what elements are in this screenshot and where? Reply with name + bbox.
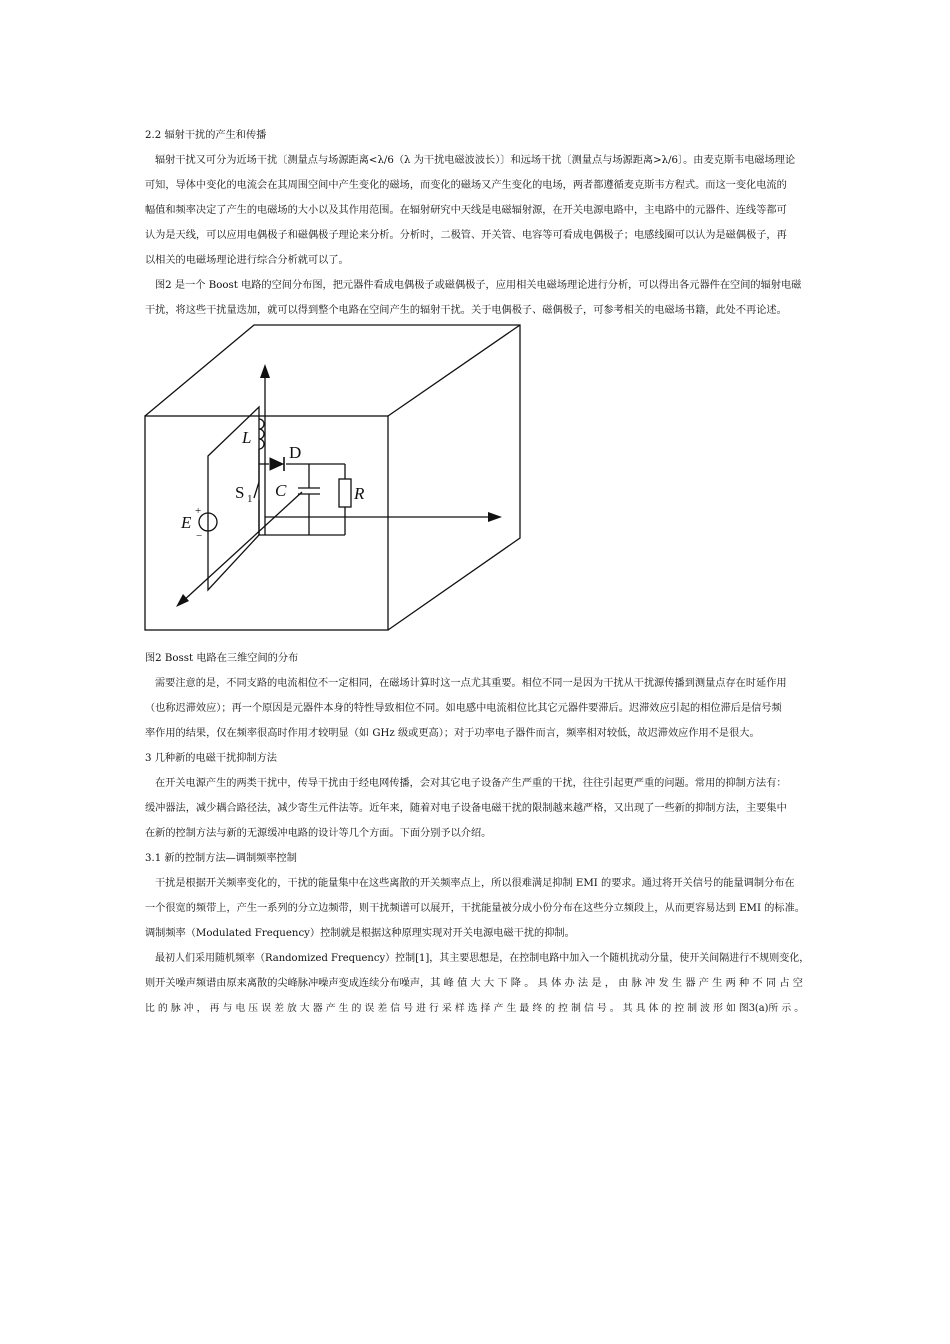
paragraph-line: 率作用的结果，仅在频率很高时作用才较明显（如 GHz 级或更高）；对于功率电子器件而言，频率相对较低，故迟滞效应作用不是很大。 (145, 728, 760, 739)
paragraph-line: 可知，导体中变化的电流会在其周围空间中产生变化的磁场，而变化的磁场又产生变化的电场，两者都遵循麦克斯韦方程式。而这一变化电流的 (145, 180, 787, 191)
z-axis-arrow-icon (260, 364, 270, 378)
switch-blade (254, 482, 259, 498)
paragraph-line: 以相关的电磁场理论进行综合分析就可以了。 (145, 255, 349, 266)
label-plus: + (195, 505, 202, 517)
paragraph-line: 辐射干扰又可分为近场干扰〔测量点与场源距离<λ/6（λ 为干扰电磁波波长）〕和远场干扰〔测量点与场源距离>λ/6〕。由麦克斯韦电磁场理论 (155, 155, 796, 166)
figure-caption: 图2 Bosst 电路在三维空间的分布 (145, 653, 299, 664)
figure-boost-circuit-3d (142, 322, 526, 634)
paragraph-line: 需要注意的是，不同支路的电流相位不一定相同，在磁场计算时这一点尤其重要。相位不同一是因为干扰从干扰源传播到测量点存在时延作用 (155, 678, 787, 689)
paragraph-line: 图2 是一个 Boost 电路的空间分布图，把元器件看成电偶极子或磁偶极子，应用相关电磁场理论进行分析，可以得出各元器件在空间的辐射电磁 (155, 280, 802, 291)
paragraph-line: 在新的控制方法与新的无源缓冲电路的设计等几个方面。下面分别予以介绍。 (145, 828, 492, 839)
boost-circuit-diagram (142, 322, 526, 634)
paragraph-line: 则开关噪声频谱由原来离散的尖峰脉冲噪声变成连续分布噪声，其 峰 值 大 大 下 降 。 具 体 办 法 是 ， 由 脉 冲 发 生 器 产 生 两 种 不 同 占 空 (145, 978, 803, 989)
paragraph-line: 认为是天线，可以应用电偶极子和磁偶极子理论来分析。分析时，二极管、开关管、电容等可看成电偶极子；电感线圈可以认为是磁偶极子，再 (145, 230, 787, 241)
x-axis-arrow-icon (488, 512, 502, 522)
section-heading-3: 3 几种新的电磁干扰抑制方法 (145, 753, 277, 764)
diode-icon (270, 458, 283, 470)
label-switch: S (235, 483, 245, 502)
label-inductor: L (242, 428, 252, 447)
paragraph-line: 干扰是根据开关频率变化的，干扰的能量集中在这些离散的开关频率点上，所以很难满足抑制 EMI 的要求。通过将开关信号的能量调制分布在 (155, 878, 795, 889)
y-axis-arrow-icon (176, 594, 189, 607)
paragraph-line: （也称迟滞效应）；再一个原因是元器件本身的特性导致相位不同。如电感中电流相位比其它元器件要滞后。迟滞效应引起的相位滞后是信号频 (145, 703, 782, 714)
paragraph-line: 干扰，将这些干扰量迭加，就可以得到整个电路在空间产生的辐射干扰。关于电偶极子、磁偶极子，可参考相关的电磁场书籍，此处不再论述。 (145, 305, 787, 316)
label-minus: − (196, 530, 203, 542)
paragraph-line: 最初人们采用随机频率（Randomized Frequency）控制[1]，其主要思想是，在控制电路中加入一个随机扰动分量，使开关间隔进行不规则变化， (155, 953, 810, 964)
paragraph-line: 在开关电源产生的两类干扰中，传导干扰由于经电网传播，会对其它电子设备产生严重的干扰，往往引起更严重的问题。常用的抑制方法有： (155, 778, 787, 789)
label-switch-subscript: 1 (247, 493, 253, 505)
label-source: E (181, 513, 192, 532)
resistor (339, 479, 351, 507)
paragraph-line: 调制频率（Modulated Frequency）控制就是根据这种原理实现对开关电源电磁干扰的抑制。 (145, 928, 575, 939)
section-heading-3-1: 3.1 新的控制方法—调制频率控制 (145, 853, 297, 864)
paragraph-line: 比 的 脉 冲 ， 再 与 电 压 误 差 放 大 器 产 生 的 误 差 信 号 进 行 采 样 选 择 产 生 最 终 的 控 制 信 号 。 其 具 体 的 控 制 波 形 如 图3(a)所 示 。 (145, 1003, 805, 1014)
cube-top-right-edge (388, 325, 520, 416)
label-resistor: R (354, 484, 365, 503)
paragraph-line: 缓冲器法，减少耦合路径法，减少寄生元件法等。近年来，随着对电子设备电磁干扰的限制越来越严格，又出现了一些新的抑制方法，主要集中 (145, 803, 787, 814)
inductor-coil (259, 419, 264, 449)
paragraph-line: 幅值和频率决定了产生的电磁场的大小以及其作用范围。在辐射研究中天线是电磁辐射源，在开关电源电路中，主电路中的元器件、连线等都可 (145, 205, 787, 216)
paragraph-line: 一个很宽的频带上，产生一系列的分立边频带，则干扰频谱可以展开，干扰能量被分成小份分布在这些分立频段上，从而更容易达到 EMI 的标准。 (145, 903, 805, 914)
section-heading-2-2: 2.2 辐射干扰的产生和传播 (145, 130, 267, 141)
label-capacitor: C (275, 481, 287, 500)
label-diode: D (289, 443, 302, 462)
